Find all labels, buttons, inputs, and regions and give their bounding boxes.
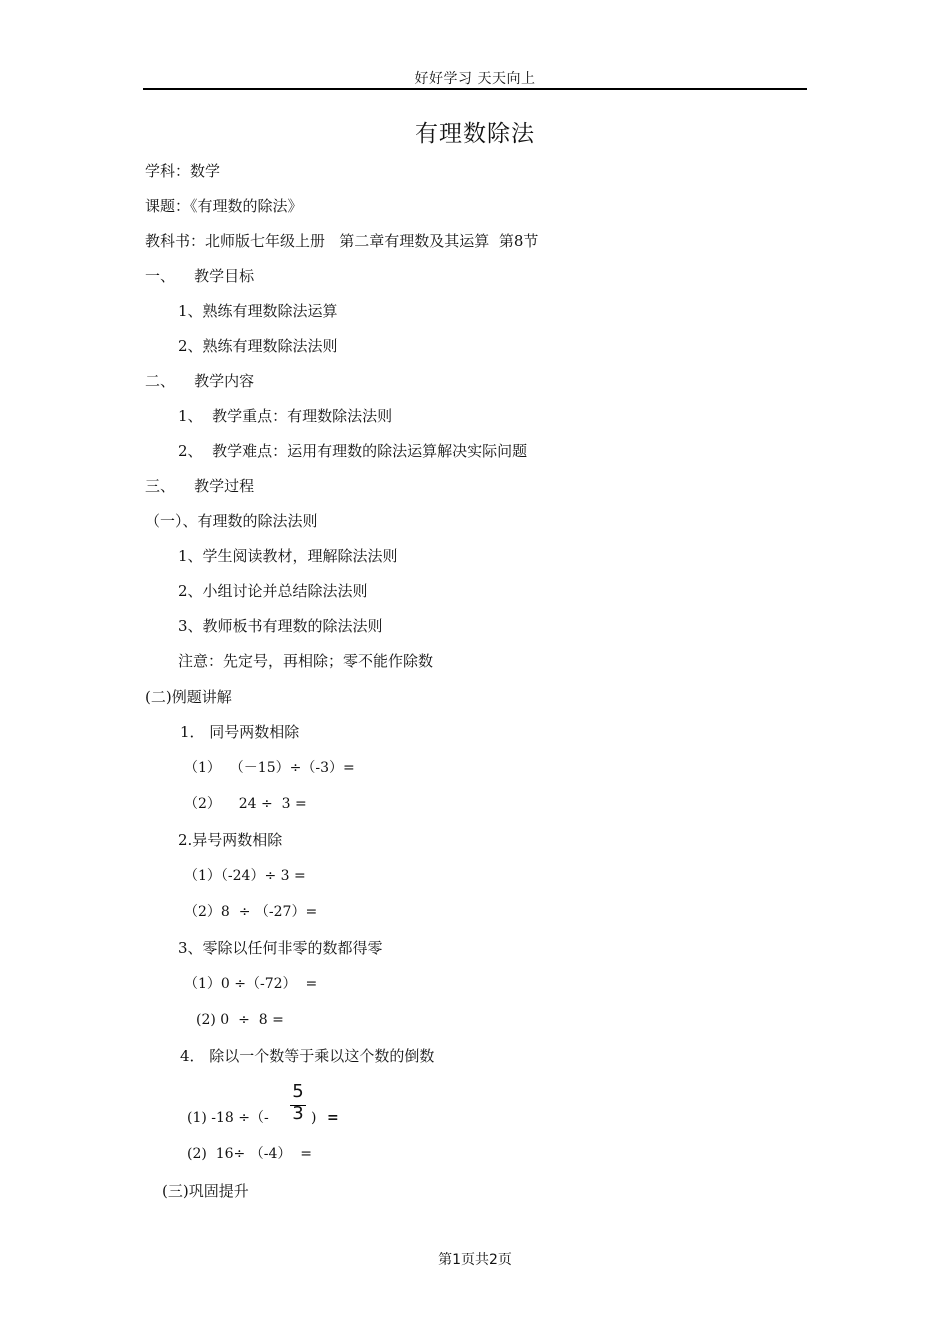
header-divider	[143, 88, 807, 90]
list-item: 2、 教学难点：运用有理数的除法运算解决实际问题	[178, 442, 528, 460]
example-item: (2) 16÷ （-4） =	[187, 1146, 312, 1162]
subsection-heading: (三)巩固提升	[162, 1182, 249, 1200]
example-heading: 3、零除以任何非零的数都得零	[178, 939, 383, 957]
example-heading: 2.异号两数相除	[178, 831, 283, 849]
example-heading: 1． 同号两数相除	[180, 723, 300, 741]
example-item: （2）8 ÷ （-27）=	[184, 904, 318, 920]
fraction-numerator: 5	[292, 1081, 304, 1102]
textbook-line: 教科书：北师版七年级上册 第二章有理数及其运算 第8节	[145, 232, 539, 250]
fraction-denominator: 3	[292, 1103, 304, 1124]
list-item: 2、小组讨论并总结除法法则	[178, 582, 368, 600]
section-heading: 一、 教学目标	[145, 267, 255, 285]
page-footer: 第1页共2页	[438, 1252, 512, 1268]
subsection-heading: (二)例题讲解	[145, 688, 232, 706]
example-item: （1）（-24）÷ 3 =	[184, 868, 306, 884]
list-item: 3、教师板书有理数的除法法则	[178, 617, 383, 635]
example-heading: 4． 除以一个数等于乘以这个数的倒数	[180, 1047, 435, 1065]
list-item: 1、 教学重点：有理数除法法则	[178, 407, 393, 425]
example-item: （1） （－15）÷（-3）=	[184, 760, 355, 776]
list-item: 2、熟练有理数除法法则	[178, 337, 338, 355]
topic-line: 课题：《有理数的除法》	[145, 197, 303, 215]
equals-sign: =	[327, 1110, 339, 1126]
subject-line: 学科：数学	[145, 162, 221, 180]
subsection-heading: （一）、有理数的除法法则	[145, 512, 318, 530]
page-header: 好好学习 天天向上	[414, 71, 536, 87]
note-line: 注意：先定号，再相除；零不能作除数	[178, 652, 434, 670]
closing-paren: )	[311, 1110, 317, 1126]
example-item: （1）0 ÷（-72） =	[184, 976, 318, 992]
example-item: (2) 0 ÷ 8 =	[196, 1012, 284, 1028]
example-item-fraction-lead: (1) -18 ÷（-	[187, 1110, 269, 1126]
example-item: （2） 24 ÷ 3 =	[184, 796, 307, 812]
section-heading: 二、 教学内容	[145, 372, 255, 390]
document-title: 有理数除法	[415, 121, 535, 147]
list-item: 1、熟练有理数除法运算	[178, 302, 338, 320]
list-item: 1、学生阅读教材，理解除法法则	[178, 547, 398, 565]
section-heading: 三、 教学过程	[145, 477, 255, 495]
